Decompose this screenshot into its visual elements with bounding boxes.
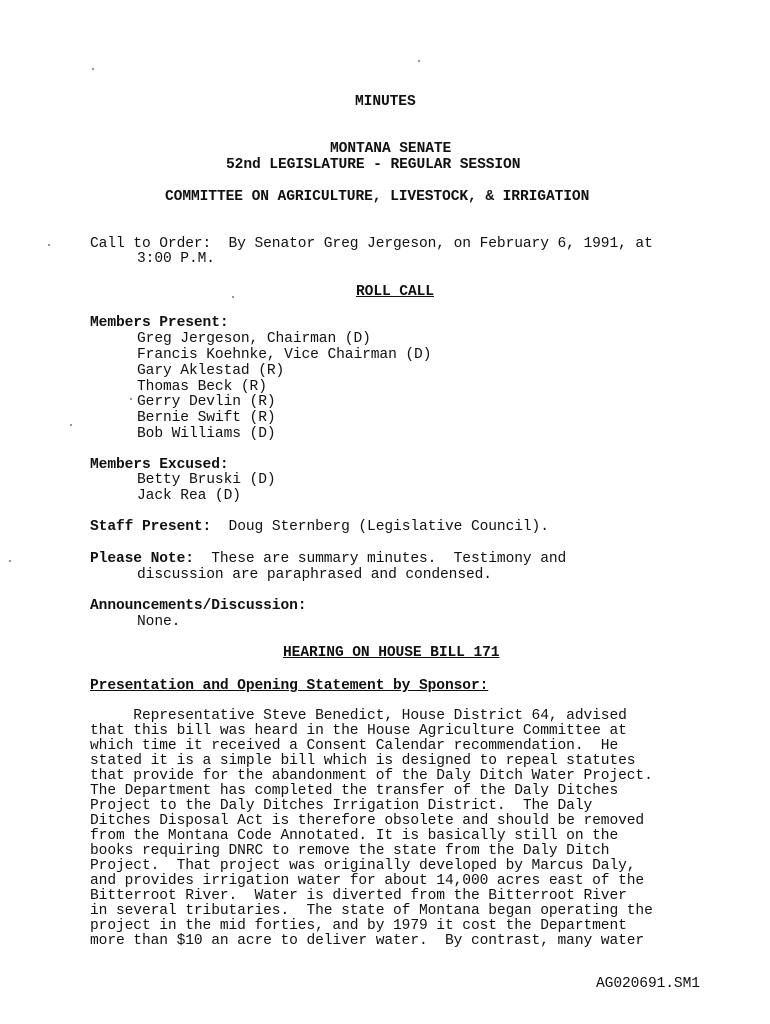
scan-speck [130,398,132,400]
member-present: Greg Jergeson, Chairman (D) [137,331,371,347]
body-paragraph-line: Project to the Daly Ditches Irrigation District. The Daly [90,798,593,814]
body-paragraph-line: which time it received a Consent Calendar recommendation. He [90,738,619,754]
session-name: 52nd LEGISLATURE - REGULAR SESSION [226,157,521,173]
body-paragraph-line: that this bill was heard in the House Agriculture Committee at [90,723,627,739]
please-note-label: Please Note: [90,551,194,567]
body-paragraph-line: project in the mid forties, and by 1979 it cost the Department [90,918,627,934]
body-paragraph-line: The Department has completed the transfer of the Daly Ditches [90,783,619,799]
scan-speck [70,424,72,426]
scan-speck [9,560,11,562]
call-to-order-line-2: 3:00 P.M. [137,251,215,267]
member-excused: Betty Bruski (D) [137,472,276,488]
body-paragraph-line: Project. That project was originally developed by Marcus Daly, [90,858,636,874]
announcements-label: Announcements/Discussion: [90,598,307,614]
member-excused: Jack Rea (D) [137,488,241,504]
scan-speck [232,296,234,298]
roll-call-heading: ROLL CALL [356,284,434,300]
body-paragraph-line: Ditches Disposal Act is therefore obsolete and should be removed [90,813,645,829]
members-excused-label: Members Excused: [90,457,229,473]
member-present: Gerry Devlin (R) [137,394,276,410]
body-paragraph-line: from the Montana Code Annotated. It is basically still on the [90,828,619,844]
body-paragraph-line: books requiring DNRC to remove the state from the Daly Ditch [90,843,610,859]
staff-present-value: Doug Sternberg (Legislative Council). [211,519,549,535]
hearing-heading: HEARING ON HOUSE BILL 171 [283,645,500,661]
please-note-text: These are summary minutes. Testimony and [193,551,567,567]
footer-doc-id: AG020691.SM1 [596,976,700,992]
staff-present-label: Staff Present: [90,519,212,535]
members-present-label: Members Present: [90,315,229,331]
please-note-line-2: discussion are paraphrased and condensed. [137,567,492,583]
member-present: Bob Williams (D) [137,426,276,442]
body-paragraph-line: stated it is a simple bill which is designed to repeal statutes [90,753,636,769]
member-present: Bernie Swift (R) [137,410,276,426]
doc-title: MINUTES [355,94,416,110]
body-paragraph-line: Bitterroot River. Water is diverted from the Bitterroot River [90,888,627,904]
announcements-value: None. [137,614,181,630]
scan-speck [418,60,420,62]
call-to-order-line-1: Call to Order: By Senator Greg Jergeson, on February 6, 1991, at [90,236,653,252]
please-note-line-1 [90,551,566,567]
body-paragraph-line: Representative Steve Benedict, House District 64, advised [90,708,627,724]
body-name: MONTANA SENATE [330,141,452,157]
presentation-heading: Presentation and Opening Statement by Sponsor: [90,678,489,694]
body-paragraph-line: in several tributaries. The state of Montana began operating the [90,903,653,919]
member-present: Gary Aklestad (R) [137,363,285,379]
staff-present [90,519,549,535]
scan-speck [48,244,50,246]
body-paragraph-line: and provides irrigation water for about 14,000 acres east of the [90,873,645,889]
scan-speck [92,68,94,70]
body-paragraph-line: more than $10 an acre to deliver water. By contrast, many water [90,933,645,949]
committee-name: COMMITTEE ON AGRICULTURE, LIVESTOCK, & IRRIGATION [165,189,590,205]
member-present: Francis Koehnke, Vice Chairman (D) [137,347,432,363]
body-paragraph-line: that provide for the abandonment of the Daly Ditch Water Project. [90,768,653,784]
member-present: Thomas Beck (R) [137,379,267,395]
